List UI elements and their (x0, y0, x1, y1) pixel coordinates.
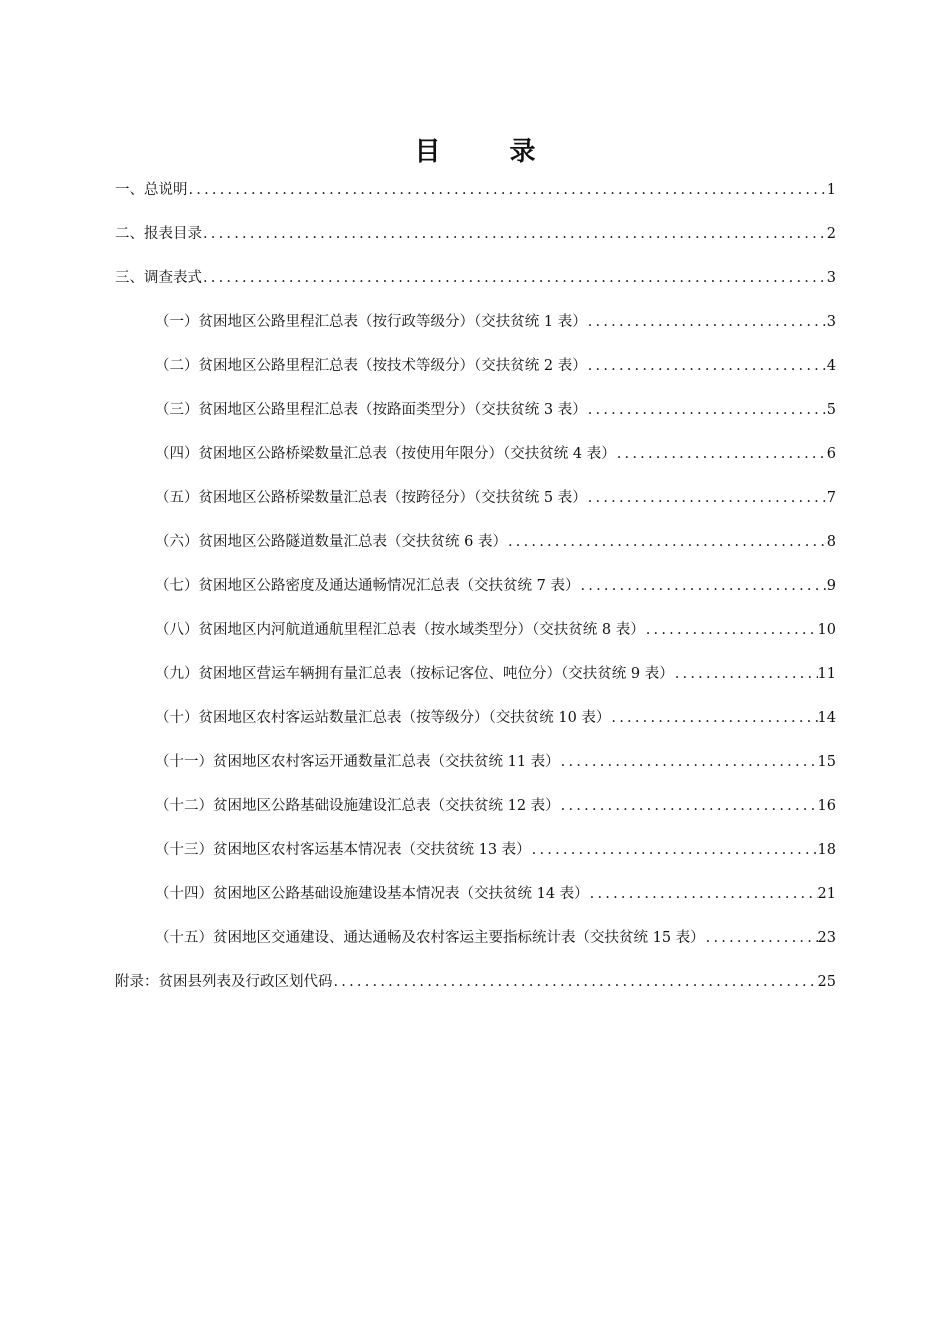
toc-entry[interactable] (155, 837, 836, 861)
toc-entry-page-number: 14 (817, 710, 836, 726)
toc-entry[interactable] (155, 441, 836, 465)
toc-entry-label: （三）贫困地区公路里程汇总表（按路面类型分）（交扶贫统 3 表） (155, 402, 587, 418)
toc-entry-page-number: 8 (826, 534, 836, 550)
toc-entry-label: 附录：贫困县列表及行政区划代码 (115, 974, 333, 990)
toc-entry-label: 三、调查表式 (115, 270, 202, 286)
toc-dot-leader (705, 927, 818, 949)
toc-dot-leader (560, 751, 818, 773)
toc-dot-leader (202, 223, 827, 245)
toc-entry[interactable] (155, 485, 836, 509)
toc-dot-leader (188, 179, 827, 201)
toc-entry[interactable] (155, 617, 836, 641)
toc-entry-page-number: 23 (817, 930, 836, 946)
toc-entry-label: （十三）贫困地区农村客运基本情况表（交扶贫统 13 表） (155, 842, 531, 858)
toc-entry[interactable] (155, 749, 836, 773)
toc-entry-label: （十二）贫困地区公路基础设施建设汇总表（交扶贫统 12 表） (155, 798, 560, 814)
page-title: 目 录 (414, 137, 566, 167)
toc-dot-leader (674, 663, 818, 685)
toc-entry[interactable] (155, 353, 836, 377)
toc-entry[interactable] (155, 705, 836, 729)
toc-dot-leader (587, 487, 827, 509)
toc-entry-page-number: 18 (817, 842, 836, 858)
toc-entry-label: （九）贫困地区营运车辆拥有量汇总表（按标记客位、吨位分）（交扶贫统 9 表） (155, 666, 674, 682)
toc-dot-leader (560, 795, 818, 817)
toc-entry[interactable] (155, 661, 836, 685)
toc-entry-page-number: 2 (826, 226, 836, 242)
toc-entry[interactable] (155, 881, 836, 905)
toc-entry-label: （六）贫困地区公路隧道数量汇总表（交扶贫统 6 表） (155, 534, 507, 550)
toc-entry[interactable] (115, 265, 836, 289)
toc-entry-page-number: 4 (826, 358, 836, 374)
toc-dot-leader (616, 443, 827, 465)
toc-dot-leader (587, 355, 827, 377)
toc-entry-page-number: 1 (826, 182, 836, 198)
toc-entry-page-number: 21 (817, 886, 836, 902)
toc-entry-label: （八）贫困地区内河航道通航里程汇总表（按水域类型分）（交扶贫统 8 表） (155, 622, 645, 638)
toc-dot-leader (202, 267, 827, 289)
toc-dot-leader (531, 839, 818, 861)
toc-entry[interactable] (155, 309, 836, 333)
toc-dot-leader (579, 575, 826, 597)
toc-dot-leader (589, 883, 818, 905)
toc-entry-label: （十四）贫困地区公路基础设施建设基本情况表（交扶贫统 14 表） (155, 886, 589, 902)
toc-dot-leader (333, 971, 818, 993)
toc-entry-label: 二、报表目录 (115, 226, 202, 242)
toc-entry-label: （十）贫困地区农村客运站数量汇总表（按等级分）（交扶贫统 10 表） (155, 710, 611, 726)
toc-entry-label: （四）贫困地区公路桥梁数量汇总表（按使用年限分）（交扶贫统 4 表） (155, 446, 616, 462)
toc-entry[interactable] (155, 529, 836, 553)
toc-entry[interactable] (115, 177, 836, 201)
toc-entry-label: （一）贫困地区公路里程汇总表（按行政等级分）（交扶贫统 1 表） (155, 314, 587, 330)
toc-entry-page-number: 7 (826, 490, 836, 506)
toc-entry-label: （七）贫困地区公路密度及通达通畅情况汇总表（交扶贫统 7 表） (155, 578, 580, 594)
toc-entry-page-number: 6 (826, 446, 836, 462)
toc-entry[interactable] (155, 793, 836, 817)
toc-entry[interactable] (155, 397, 836, 421)
toc-entry-page-number: 10 (817, 622, 836, 638)
toc-dot-leader (507, 531, 827, 553)
toc-entry-page-number: 3 (826, 314, 836, 330)
toc-entry-page-number: 11 (817, 666, 836, 682)
toc-entry[interactable] (155, 925, 836, 949)
toc-entry[interactable] (155, 573, 836, 597)
toc-entry[interactable] (115, 969, 836, 993)
toc-entry-page-number: 25 (817, 974, 836, 990)
toc-entry-page-number: 15 (817, 754, 836, 770)
toc-entry-label: （五）贫困地区公路桥梁数量汇总表（按跨径分）（交扶贫统 5 表） (155, 490, 587, 506)
toc-entry-label: （二）贫困地区公路里程汇总表（按技术等级分）（交扶贫统 2 表） (155, 358, 587, 374)
toc-entry-page-number: 3 (826, 270, 836, 286)
toc-entry-label: （十五）贫困地区交通建设、通达通畅及农村客运主要指标统计表（交扶贫统 15 表） (155, 930, 705, 946)
toc-entry-label: （十一）贫困地区农村客运开通数量汇总表（交扶贫统 11 表） (155, 754, 560, 770)
toc-entry-page-number: 5 (826, 402, 836, 418)
toc-dot-leader (645, 619, 818, 641)
toc-entry-label: 一、总说明 (115, 182, 188, 198)
toc-dot-leader (587, 399, 827, 421)
toc-entry-page-number: 9 (826, 578, 836, 594)
toc-dot-leader (610, 707, 817, 729)
toc-dot-leader (587, 311, 827, 333)
toc-entry-page-number: 16 (817, 798, 836, 814)
toc-entry[interactable] (115, 221, 836, 245)
